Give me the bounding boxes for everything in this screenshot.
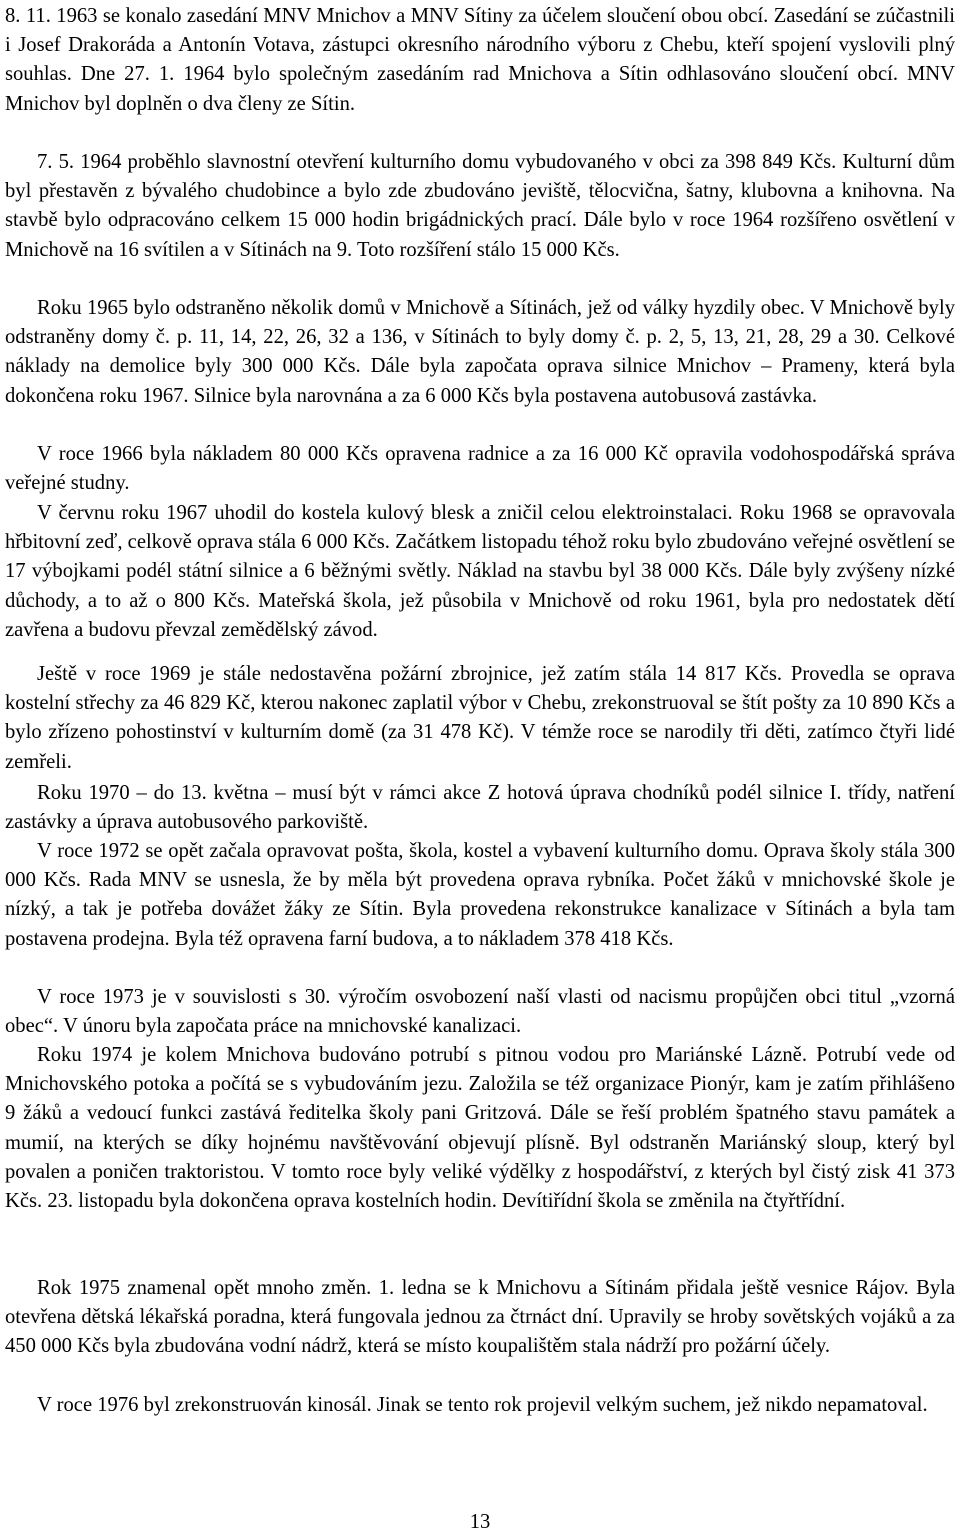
paragraph-1966-town-hall: V roce 1966 byla nákladem 80 000 Kčs opravena radnice a za 16 000 Kč opravila vodohospodářská správa veřejné studny. bbox=[5, 443, 955, 495]
paragraph-1964-culture-house: 7. 5. 1964 proběhlo slavnostní otevření kulturního domu vybudovaného v obci za 398 849 Kčs. Kulturní dům byl přestavěn z bývalého chudobince a bylo zde zbudováno jeviště, tělocvična, šatny, klubovna a knihovna. Na stavbě bylo odpracováno celkem 15 000 hodin brigádnických prací. Dále bylo v roce 1964 rozšířeno osvětlení v Mnichově na 16 svítilen a v Sítinách na 9. Toto rozšíření stálo 15 000 Kčs. bbox=[5, 151, 955, 261]
paragraph-1976-cinema: V roce 1976 byl zrekonstruován kinosál. Jinak se tento rok projevil velkým suchem, jež nikdo nepamatoval. bbox=[37, 1394, 928, 1416]
paragraph-1967-lightning: V červnu roku 1967 uhodil do kostela kulový blesk a zničil celou elektroinstalaci. Roku 1968 se opravovala hřbitovní zeď, celkově oprava stála 6 000 Kčs. Začátkem listopadu téhož roku bylo zbudováno veřejné osvětlení se 17 výbojkami podél státní silnice a 6 běžnými světly. Náklad na stavbu byl 38 000 Kčs. Dále byly zvýšeny nízké důchody, a to až o 800 Kčs. Mateřská škola, jež působila v Mnichově od roku 1961, byla pro nedostatek dětí zavřena a budovu převzal zemědělský závod. bbox=[5, 502, 955, 641]
paragraph-1974-water-pipeline: Roku 1974 je kolem Mnichova budováno potrubí s pitnou vodou pro Mariánské Lázně. Potrubí vede od Mnichovského potoka a počítá se s vybudováním jezu. Založila se též organizace Pionýr, kam je zatím přihlášeno 9 žáků a vedoucí funkci zastává ředitelka školy pani Gritzová. Dále se řeší problém špatného stavu památek a mumií, na kterých se díky hojnému navštěvování objevují plísně. Byl odstraněn Mariánský sloup, který byl povalen a poničen traktoristou. V tomto roce byly veliké výdělky z hospodářství, z kterých byl čistý zisk 41 373 Kčs. 23. listopadu byla dokončena oprava kostelních hodin. Devítiřídní škola se změnila na čtyřtřídní. bbox=[5, 1044, 955, 1213]
paragraph-1969-fire-station: Ještě v roce 1969 je stále nedostavěna požární zbrojnice, jež zatím stála 14 817 Kčs. Provedla se oprava kostelní střechy za 46 829 Kč, kterou nakonec zaplatil výbor v Chebu, zrekonstruoval se štít pošty za 10 890 Kčs a bylo zřízeno pohostinství v kulturním domě (za 31 478 Kč). V témže roce se narodily tři děti, zatímco čtyři lidé zemřeli. bbox=[5, 663, 955, 773]
paragraph-1975-changes: Rok 1975 znamenal opět mnoho změn. 1. ledna se k Mnichovu a Sítinám přidala ještě vesnice Rájov. Byla otevřena dětská lékařská poradna, která fungovala jednou za čtrnáct dní. Upravily se hroby sovětských vojáků a za 450 000 Kčs byla zbudována vodní nádrž, která se místo koupalištěm stala nádrží pro požární účely. bbox=[5, 1277, 955, 1358]
page-number: 13 bbox=[469, 1511, 491, 1533]
paragraph-1965-demolition: Roku 1965 bylo odstraněno několik domů v Mnichově a Sítinách, jež od války hyzdily obec. V Mnichově byly odstraněny domy č. p. 11, 14, 22, 26, 32 a 136, v Sítinách to byly domy č. p. 2, 5, 13, 21, 28, 29 a 30. Celkové náklady na demolice byly 300 000 Kčs. Dále byla započata oprava silnice Mnichov – Prameny, která byla dokončena roku 1967. Silnice byla narovnána a za 6 000 Kčs byla postavena autobusová zastávka. bbox=[5, 297, 955, 407]
paragraph-1973-model-village: V roce 1973 je v souvislosti s 30. výročím osvobození naší vlasti od nacismu propůjčen obci titul „vzorná obec“. V únoru byla započata práce na mnichovské kanalizaci. bbox=[5, 986, 955, 1038]
paragraph-1963-merger: 8. 11. 1963 se konalo zasedání MNV Mnichov a MNV Sítiny za účelem sloučení obou obcí. Zasedání se zúčastnili i Josef Drakoráda a Antonín Votava, zástupci okresního národního výboru z Chebu, kteří spojení vyslovili plný souhlas. Dne 27. 1. 1964 bylo společným zasedáním rad Mnichova a Sítin odhlasováno sloučení obcí. MNV Mnichov byl doplněn o dva členy ze Sítin. bbox=[5, 5, 955, 115]
paragraph-1972-repairs: V roce 1972 se opět začala opravovat pošta, škola, kostel a vybavení kulturního domu. Oprava školy stála 300 000 Kčs. Rada MNV se usnesla, že by měla být provedena oprava rybníka. Počet žáků v mnichovské škole je nízký, a tak je potřeba dovážet žáky ze Sítin. Byla provedena rekonstrukce kanalizace v Sítinách a byla tam postavena prodejna. Byla též opravena farní budova, a to nákladem 378 418 Kčs. bbox=[5, 840, 955, 950]
paragraph-1970-sidewalks: Roku 1970 – do 13. května – musí být v rámci akce Z hotová úprava chodníků podél silnice I. třídy, natření zastávky a úprava autobusového parkoviště. bbox=[5, 782, 955, 834]
